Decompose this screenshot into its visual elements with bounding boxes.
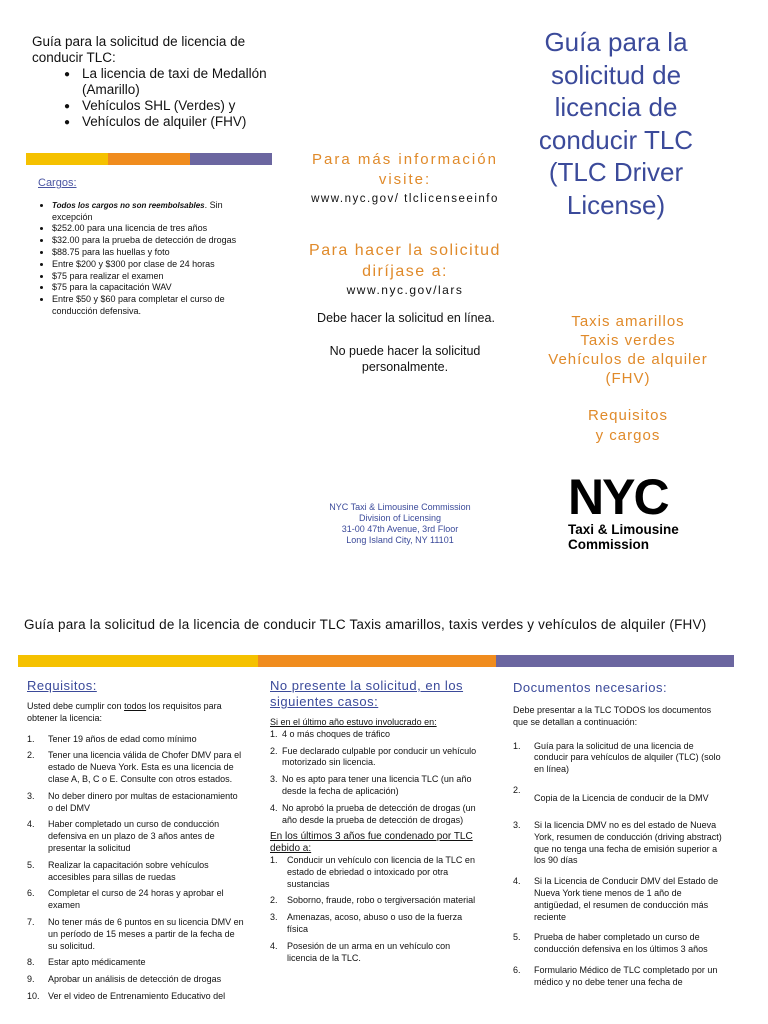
- address-line: NYC Taxi & Limousine Commission: [329, 502, 471, 512]
- list-item: 4. Si la Licencia de Conducir DMV del Estado de Nueva York tiene menos de 1 año de antigüedad, el resumen de conducción más reciente: [513, 876, 719, 922]
- item-text: Ver el video de Entrenamiento Educativo del: [48, 990, 226, 1001]
- color-stripe-bottom: [18, 655, 734, 667]
- no-presente-title: No presente la solicitud, en los siguientes casos:: [270, 678, 464, 709]
- list-item: 2. Tener una licencia válida de Chofer DMV para el estado de Nueva York. Esta es una licencia de clase A, B, C o E. Consulte con otros estados.: [27, 750, 242, 784]
- list-item: 3. No deber dinero por multas de estacionamiento o del DMV: [27, 790, 238, 813]
- address-block: [300, 502, 500, 546]
- item-text: Formulario Médico de TLC completado por un médico y no debe tener una fecha de: [534, 964, 718, 987]
- list-item: ● Vehículos de alquiler (FHV): [64, 114, 292, 130]
- list-item: • $32.00 para la prueba de detección de drogas: [52, 235, 263, 247]
- cover-req-line: Requisitos: [587, 407, 669, 424]
- cover-req-line: y cargos: [595, 427, 661, 444]
- list-item: 4. Posesión de un arma en un vehículo con licencia de la TLC.: [270, 940, 451, 963]
- documentos-list: [513, 741, 723, 989]
- list-item: • Entre $200 y $300 por clase de 24 horas: [52, 259, 263, 271]
- nonrefund-tail: . Sin excepción: [52, 199, 223, 222]
- item-text: No tener más de 6 puntos en su licencia DMV en un período de 15 meses a partir de la fecha de su solicitud.: [48, 916, 244, 951]
- item-text: No aprobó la prueba de detección de drogas (un año desde la prueba de detección de drogas): [282, 802, 476, 825]
- color-stripe-top: [26, 153, 272, 165]
- list-item: 1. Tener 19 años de edad como mínimo: [27, 733, 197, 744]
- list-item: • $75 para realizar el examen: [52, 271, 263, 283]
- item-text: Amenazas, acoso, abuso o uso de la fuerza física: [287, 912, 463, 934]
- item-text: Si la licencia DMV no es del estado de Nueva York, resumen de conducción (driving abstract) que no tenga una fecha de emisión superior a los 90 días: [534, 819, 722, 866]
- cover-sub-line: Vehículos de alquiler (FHV): [548, 351, 708, 387]
- item-text: Aprobar un análisis de detección de drogas: [48, 974, 222, 985]
- list-item: [52, 200, 263, 224]
- requisitos-list: [27, 734, 245, 1003]
- requisitos-intro: [27, 701, 245, 725]
- item-text: Completar el curso de 24 horas y aprobar el examen: [48, 888, 224, 911]
- intro-underline: todos: [124, 701, 147, 711]
- requisitos-title: Requisitos:: [27, 678, 97, 693]
- list-item: • Entre $50 y $60 para completar el curso de conducción defensiva.: [52, 294, 263, 318]
- list-item: 10. Ver el video de Entrenamiento Educativo del: [27, 990, 226, 1001]
- cargos-title: Cargos:: [38, 177, 77, 189]
- list-item: 1. 4 o más choques de tráfico: [270, 728, 391, 739]
- item-text: Soborno, fraude, robo o tergiversación material: [287, 895, 476, 906]
- cover-title: Guía para la solicitud de licencia de conducir TLC (TLC Driver License): [538, 27, 694, 220]
- list-item: 4. Haber completado un curso de conducción defensiva en un plazo de 3 años antes de presentar la solicitud: [27, 819, 220, 853]
- list-item: 6. Formulario Médico de TLC completado por un médico y no debe tener una fecha de: [513, 964, 718, 987]
- item-text: Conducir un vehículo con licencia de la TLC en estado de ebriedad o intoxicado por otra sustancias: [287, 854, 475, 889]
- logo-tlc-line2: Commission: [568, 537, 650, 552]
- item-text: Guía para la solicitud de una licencia de conducir para vehículos de alquiler (TLC) (solo en línea): [534, 740, 721, 775]
- item-text: Posesión de un arma en un vehículo con licencia de la TLC.: [287, 940, 451, 963]
- list-item: 7. No tener más de 6 puntos en su licencia DMV en un período de 15 meses a partir de la fecha de su solicitud.: [27, 916, 244, 951]
- item-text: Haber completado un curso de conducción defensiva en un plazo de 3 años antes de presentar la solicitud: [48, 819, 220, 853]
- cover-requirements: [548, 406, 708, 446]
- nyc-tlc-logo: [568, 469, 694, 552]
- item-text: Tener 19 años de edad como mínimo: [48, 733, 197, 744]
- cargos-section: [38, 178, 263, 318]
- list-item: 3. Amenazas, acoso, abuso o uso de la fuerza física: [270, 912, 463, 934]
- list-item: ● Vehículos SHL (Verdes) y: [64, 98, 292, 114]
- cargos-list: [38, 200, 263, 318]
- intro-list: [32, 66, 292, 130]
- item-text: Realizar la capacitación sobre vehículos accesibles para sillas de ruedas: [48, 859, 209, 882]
- list-item: ● La licencia de taxi de Medallón (Amarillo): [64, 66, 292, 98]
- no-presente-column: [270, 678, 482, 969]
- nonrefund-note: Todos los cargos no son reembolsables: [52, 200, 205, 210]
- logo-nyc: NYC: [568, 469, 668, 525]
- list-item: 6. Completar el curso de 24 horas y aprobar el examen: [27, 888, 224, 911]
- address-line: 31-00 47th Avenue, 3rd Floor: [341, 524, 459, 534]
- bottom-title: Guía para la solicitud de la licencia de conducir TLC Taxis amarillos, taxis verdes y vehículos de alquiler (FHV): [24, 617, 707, 632]
- info-heading: Para más información visite:: [312, 151, 498, 188]
- cover-subtitle: [548, 312, 708, 388]
- no-presente-list-2: [270, 855, 482, 964]
- documentos-title: Documentos necesarios:: [513, 680, 668, 695]
- list-item: 3. No es apto para tener una licencia TLC (un año desde la fecha de aplicación): [270, 774, 472, 796]
- item-text: Si la Licencia de Conducir DMV del Estado de Nueva York tiene menos de 1 año de antigüedad, el resumen de conducción más reciente: [534, 876, 719, 922]
- inperson-note: No puede hacer la solicitud personalmente.: [329, 344, 481, 374]
- list-item: 3. Si la licencia DMV no es del estado de Nueva York, resumen de conducción (driving abstract) que no tenga una fecha de emisión superior a los 90 días: [513, 819, 722, 866]
- logo-tlc-line1: Taxi & Limousine: [568, 522, 679, 537]
- item-text: 4 o más choques de tráfico: [282, 728, 391, 739]
- cover-sub-line: Taxis verdes: [580, 332, 676, 349]
- list-item: 1. Guía para la solicitud de una licencia de conducir para vehículos de alquiler (TLC) (solo en línea): [513, 740, 721, 775]
- address-line: Long Island City, NY 11101: [346, 535, 454, 545]
- cover-sub-line: Taxis amarillos: [571, 313, 685, 330]
- apply-heading: Para hacer la solicitud diríjase a:: [309, 242, 501, 280]
- intro-section: [32, 34, 292, 130]
- list-item: 5. Realizar la capacitación sobre vehículos accesibles para sillas de ruedas: [27, 859, 209, 882]
- requisitos-column: [27, 678, 245, 1008]
- item-text: Fue declarado culpable por conducir un vehículo motorizado sin licencia.: [282, 745, 477, 768]
- list-item: • $75 para la capacitación WAV: [52, 282, 263, 294]
- item-text: Tener una licencia válida de Chofer DMV para el estado de Nueva York. Esta es una licencia de clase A, B, C o E. Consulte con otros estados.: [48, 750, 242, 784]
- intro-heading: Guía para la solicitud de licencia de conducir TLC:: [32, 34, 246, 65]
- list-item: 4. No aprobó la prueba de detección de drogas (un año desde la prueba de detección de drogas): [270, 802, 476, 825]
- list-item: 2. Copia de la Licencia de conducir de la DMV: [513, 784, 709, 803]
- list-item: 2. Fue declarado culpable por conducir un vehículo motorizado sin licencia.: [270, 745, 477, 768]
- list-item: 2. Soborno, fraude, robo o tergiversación material: [270, 895, 476, 906]
- intro-text: Usted debe cumplir con: [27, 701, 125, 711]
- item-text: Prueba de haber completado un curso de conducción defensiva en los últimos 3 años: [534, 932, 708, 955]
- list-item: 5. Prueba de haber completado un curso de conducción defensiva en los últimos 3 años: [513, 932, 708, 955]
- no-presente-list-1: [270, 729, 482, 827]
- online-note: Debe hacer la solicitud en línea.: [317, 311, 495, 325]
- item-text: No deber dinero por multas de estacionamiento o del DMV: [48, 790, 238, 813]
- no-presente-subheading: En los últimos 3 años fue condenado por TLC debido a:: [270, 831, 473, 855]
- list-item: 8. Estar apto médicamente: [27, 957, 146, 968]
- intro-text: los requisitos para obtener la licencia:: [27, 701, 222, 723]
- no-presente-subheading: Si en el último año estuvo involucrado en:: [270, 717, 437, 727]
- info-url[interactable]: www.nyc.gov/ tlclicenseeinfo: [311, 193, 499, 205]
- list-item: 9. Aprobar un análisis de detección de drogas: [27, 974, 222, 985]
- item-text: Estar apto médicamente: [48, 957, 146, 968]
- list-item: • $252.00 para una licencia de tres años: [52, 223, 263, 235]
- list-item: • $88.75 para las huellas y foto: [52, 247, 263, 259]
- item-text: Copia de la Licencia de conducir de la DMV: [534, 792, 709, 803]
- list-item: 1. Conducir un vehículo con licencia de la TLC en estado de ebriedad o intoxicado por otra sustancias: [270, 854, 475, 889]
- item-text: No es apto para tener una licencia TLC (un año desde la fecha de aplicación): [282, 774, 472, 796]
- address-line: Division of Licensing: [358, 513, 442, 523]
- apply-url[interactable]: www.nyc.gov/lars: [346, 283, 464, 297]
- documentos-column: [513, 680, 723, 998]
- documentos-intro: Debe presentar a la TLC TODOS los documentos que se detallan a continuación:: [513, 705, 712, 727]
